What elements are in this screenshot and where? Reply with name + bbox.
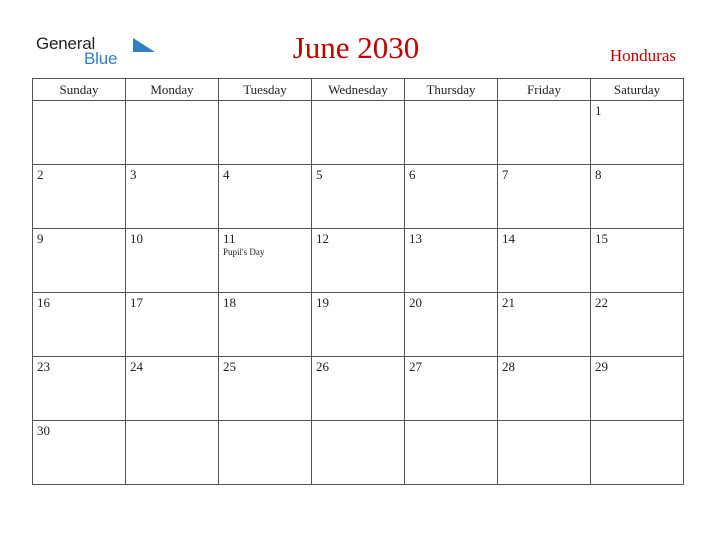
day-number: 8	[595, 167, 602, 182]
day-cell	[312, 293, 405, 357]
weekday-header: Friday	[498, 79, 591, 101]
day-number: 24	[130, 359, 143, 374]
day-number: 10	[130, 231, 143, 246]
day-cell	[33, 101, 126, 165]
day-cell	[498, 421, 591, 485]
day-number	[126, 101, 218, 103]
weekday-header: Monday	[126, 79, 219, 101]
day-number: 21	[502, 295, 515, 310]
day-number	[126, 421, 218, 423]
day-cell	[126, 165, 219, 229]
day-number	[498, 101, 590, 103]
day-cell	[405, 293, 498, 357]
weekday-header: Wednesday	[312, 79, 405, 101]
week-row	[33, 293, 684, 357]
day-cell	[591, 229, 684, 293]
day-cell	[405, 421, 498, 485]
week-row	[33, 421, 684, 485]
day-cell	[405, 165, 498, 229]
day-number	[312, 101, 404, 103]
day-cell	[219, 165, 312, 229]
day-cell	[312, 229, 405, 293]
weekday-header: Saturday	[591, 79, 684, 101]
day-number: 11	[223, 231, 236, 246]
day-number: 7	[502, 167, 509, 182]
day-number: 22	[595, 295, 608, 310]
day-cell	[219, 357, 312, 421]
day-number: 12	[316, 231, 329, 246]
day-cell	[33, 165, 126, 229]
weekday-header: Sunday	[33, 79, 126, 101]
holiday-label: Pupil's Day	[223, 247, 265, 257]
day-number: 16	[37, 295, 50, 310]
day-cell	[33, 421, 126, 485]
day-number	[219, 421, 311, 423]
day-cell	[498, 165, 591, 229]
week-row	[33, 229, 684, 293]
day-cell	[33, 229, 126, 293]
day-cell	[405, 229, 498, 293]
day-cell	[591, 421, 684, 485]
day-number: 14	[502, 231, 515, 246]
day-number	[405, 101, 497, 103]
day-cell	[33, 357, 126, 421]
day-cell	[126, 357, 219, 421]
week-row	[33, 357, 684, 421]
day-cell	[405, 101, 498, 165]
day-number: 23	[37, 359, 50, 374]
week-row	[33, 101, 684, 165]
day-number: 30	[37, 423, 50, 438]
day-number: 2	[37, 167, 44, 182]
day-number: 20	[409, 295, 422, 310]
day-cell	[126, 229, 219, 293]
day-number: 3	[130, 167, 137, 182]
day-number: 18	[223, 295, 236, 310]
logo-text-general: General	[36, 34, 96, 53]
day-cell	[498, 229, 591, 293]
day-number	[33, 101, 125, 103]
day-number: 5	[316, 167, 323, 182]
weekday-header-row	[33, 79, 684, 101]
day-number: 6	[409, 167, 416, 182]
day-number: 1	[595, 103, 602, 118]
day-number: 29	[595, 359, 608, 374]
day-cell	[126, 293, 219, 357]
day-cell	[312, 165, 405, 229]
day-cell	[312, 421, 405, 485]
day-number	[219, 101, 311, 103]
day-number: 9	[37, 231, 44, 246]
country-label: Honduras	[609, 46, 676, 65]
day-cell	[498, 357, 591, 421]
page-title: June 2030	[292, 30, 420, 65]
weekday-header: Thursday	[405, 79, 498, 101]
day-number: 25	[223, 359, 236, 374]
day-number: 4	[223, 167, 230, 182]
weekday-header: Tuesday	[219, 79, 312, 101]
day-number	[405, 421, 497, 423]
day-number: 13	[409, 231, 422, 246]
day-cell	[591, 357, 684, 421]
day-number: 19	[316, 295, 329, 310]
day-cell	[219, 293, 312, 357]
day-number: 17	[130, 295, 143, 310]
day-cell	[591, 293, 684, 357]
day-cell	[498, 101, 591, 165]
day-cell	[126, 421, 219, 485]
day-number	[498, 421, 590, 423]
day-cell	[219, 229, 312, 293]
day-cell	[312, 357, 405, 421]
day-cell	[219, 421, 312, 485]
day-number: 28	[502, 359, 515, 374]
day-number	[312, 421, 404, 423]
day-cell	[219, 101, 312, 165]
day-number	[591, 421, 683, 423]
day-cell	[405, 357, 498, 421]
week-row	[33, 165, 684, 229]
day-cell	[591, 165, 684, 229]
day-cell	[33, 293, 126, 357]
day-cell	[312, 101, 405, 165]
day-number: 26	[316, 359, 329, 374]
day-cell	[498, 293, 591, 357]
day-cell	[591, 101, 684, 165]
day-number: 15	[595, 231, 608, 246]
calendar-grid	[32, 78, 684, 485]
day-cell	[126, 101, 219, 165]
day-number: 27	[409, 359, 422, 374]
logo-text-blue: Blue	[84, 49, 118, 68]
